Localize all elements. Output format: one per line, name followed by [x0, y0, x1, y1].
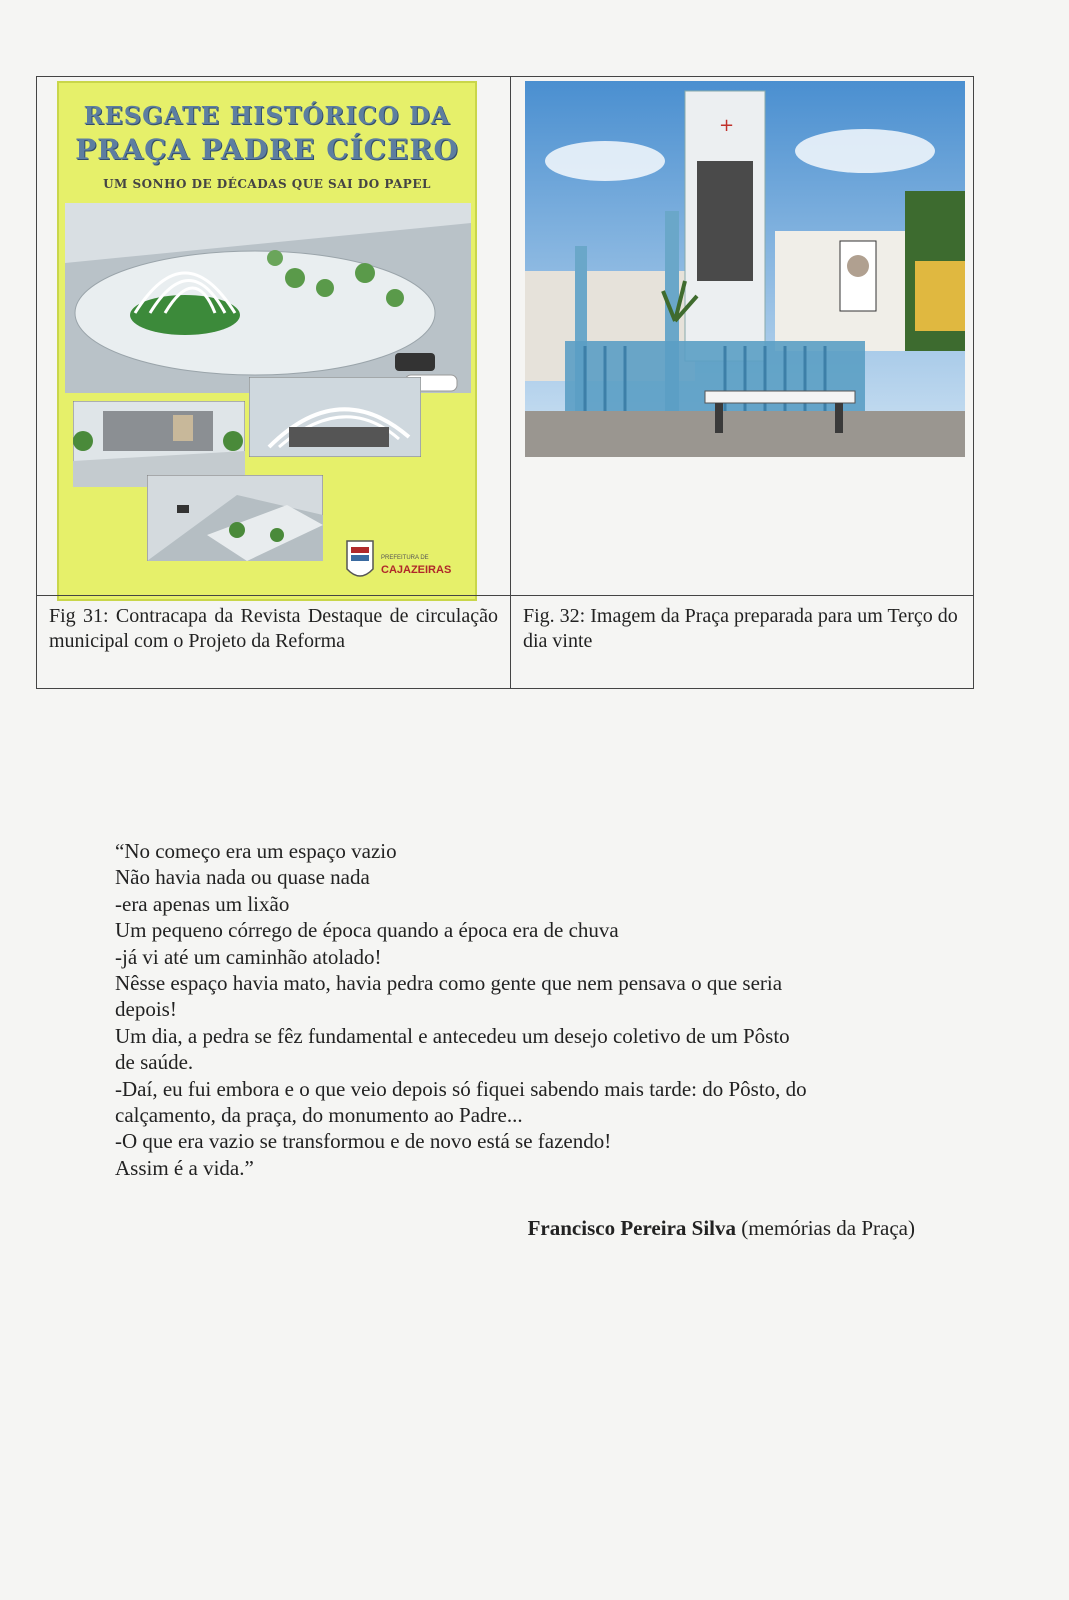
figure-31-image-area	[37, 77, 510, 595]
poem-line: Um dia, a pedra se fêz fundamental e antecedeu um desejo coletivo de um Pôsto	[115, 1023, 790, 1048]
cajazeiras-logo	[337, 533, 457, 587]
poem-line: depois!	[115, 997, 177, 1022]
plaza-render-main	[65, 203, 471, 393]
cover-title-line1: RESGATE HISTÓRICO DA	[83, 101, 451, 130]
svg-text:+: +	[719, 115, 735, 136]
poem-source: (memórias da Praça)	[741, 1216, 915, 1240]
figure-table	[36, 76, 974, 689]
figure-32-caption: Fig. 32: Imagem da Praça preparada para um Terço do dia vinte	[511, 595, 973, 688]
figure-31-cell	[37, 77, 511, 688]
figure-31-caption: Fig 31: Contracapa da Revista Destaque de circulação municipal com o Projeto da Reforma	[37, 595, 510, 688]
poem-line: -Daí, eu fui embora e o que veio depois só fiquei sabendo mais tarde: do Pôsto, do	[115, 1076, 807, 1101]
poem-line: -já vi até um caminhão atolado!	[115, 944, 382, 969]
plaza-photo	[525, 81, 965, 457]
logo-small-text: PREFEITURA DE	[381, 555, 429, 561]
cover-subtitle: UM SONHO DE DÉCADAS QUE SAI DO PAPEL	[103, 177, 431, 191]
cover-title-line2: PRAÇA PADRE CÍCERO	[75, 133, 459, 166]
poem-line: -era apenas um lixão	[115, 891, 290, 916]
magazine-cover-image	[57, 81, 477, 601]
poem-line: Não havia nada ou quase nada	[115, 865, 370, 890]
poem-line: Assim é a vida.”	[115, 1155, 254, 1180]
logo-big-text: CAJAZEIRAS	[381, 564, 452, 576]
poem-line: Um pequeno córrego de época quando a época era de chuva	[115, 918, 619, 943]
poem-author: Francisco Pereira Silva	[527, 1216, 736, 1240]
poem-line: “No começo era um espaço vazio	[115, 839, 397, 863]
figure-32-cell	[511, 77, 973, 688]
figure-32-image-area	[511, 77, 973, 595]
poem-line: de saúde.	[115, 1050, 194, 1075]
plaza-render-small-right	[249, 377, 421, 457]
poem-line: -O que era vazio se transformou e de novo está se fazendo!	[115, 1129, 612, 1154]
poem-line: calçamento, da praça, do monumento ao Padre...	[115, 1103, 523, 1128]
poem-block	[115, 838, 915, 1181]
plaza-render-small-bottom	[147, 475, 323, 561]
poem-line: Nêsse espaço havia mato, havia pedra como gente que nem pensava o que seria	[115, 971, 783, 996]
poem-signature	[528, 1216, 915, 1241]
